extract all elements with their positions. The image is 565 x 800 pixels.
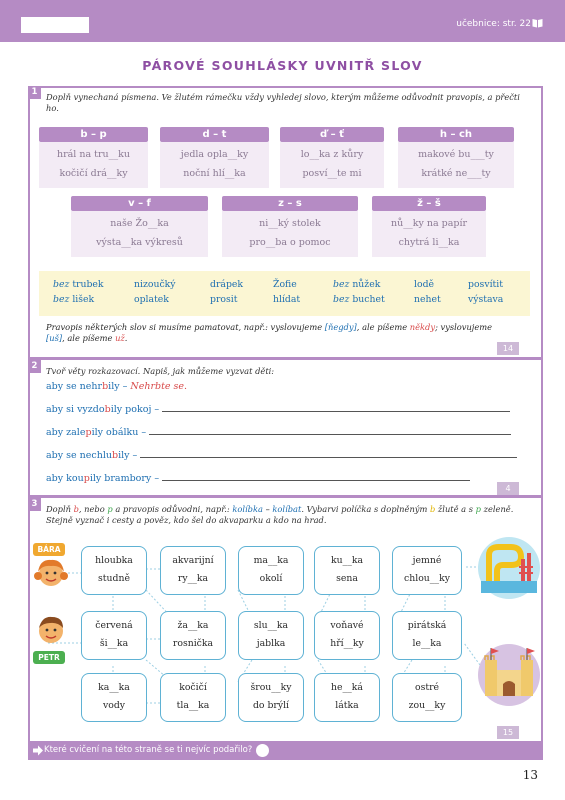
consonant-pair-box	[39, 127, 148, 188]
exercise-number: 1	[28, 86, 41, 99]
word-card[interactable]: slu__ka jablka	[238, 611, 304, 660]
consonant-pair-box	[398, 127, 514, 188]
header-label-box	[21, 17, 89, 33]
hint-word: drápek	[210, 279, 244, 290]
fill-in-word[interactable]: ni__ký stolek	[259, 218, 321, 229]
hint-word: bez buchet	[333, 294, 385, 305]
arrow-right-icon	[33, 745, 43, 756]
textbook-reference: učebnice: str. 22	[456, 19, 531, 29]
word-column	[210, 277, 243, 307]
fill-in-word[interactable]: makové bu___ty	[418, 149, 494, 160]
word-column	[134, 277, 176, 307]
word-card[interactable]: akvarijní ry__ka	[160, 546, 226, 595]
pair-body	[280, 142, 384, 188]
fill-in-word[interactable]: naše Žo__ka	[110, 218, 169, 229]
kid-label-bara: BÁRA	[33, 543, 65, 556]
fill-in-word[interactable]: nů__ky na papír	[390, 218, 468, 229]
example-answer: Nehrbte se.	[130, 381, 188, 392]
answer-line[interactable]	[162, 480, 470, 481]
answer-line[interactable]	[149, 434, 511, 435]
hint-word: bez nůžek	[333, 279, 381, 290]
hint-word: posvítit	[468, 279, 503, 290]
kid-label-petr: PETR	[33, 651, 65, 664]
word-card[interactable]: jemné chlou__ky	[392, 546, 462, 595]
pair-header: z – s	[222, 196, 358, 211]
fill-in-word[interactable]: krátké ne___ty	[421, 168, 491, 179]
word-column	[468, 277, 503, 307]
exercise-instruction: Doplň b, nebo p a pravopis odůvodni, např.: kolíbka – kolíbat. Vybarvi políčka s doplněným b žlutě a s p zeleně. Stejně vyznač i cesty a pověz, kdo šel do akvaparku a kdo na hrad.	[46, 504, 514, 525]
exercise-number: 2	[28, 360, 41, 373]
sentence-row: aby se nechlubily –	[46, 450, 517, 461]
page-title: PÁROVÉ SOUHLÁSKY UVNITŘ SLOV	[142, 58, 423, 73]
pair-body	[71, 211, 208, 257]
points-badge: 4	[497, 482, 519, 495]
hint-word: Žofie	[273, 279, 297, 290]
fill-in-word[interactable]: posví__te mi	[302, 168, 362, 179]
fill-in-word[interactable]: hrál na tru__ku	[56, 149, 131, 160]
fill-in-word[interactable]: pro__ba o pomoc	[249, 237, 331, 248]
section-divider	[28, 495, 543, 498]
word-card[interactable]: ma__ka okolí	[238, 546, 304, 595]
consonant-pair-box	[71, 196, 208, 257]
girl-icon	[34, 556, 68, 592]
sentence-row: aby koupily brambory –	[46, 473, 470, 484]
exercise-instruction: Doplň vynechaná písmena. Ve žlutém rámečku vždy vyhledej slovo, kterým můžeme odůvodnit pravopis, a přečti ho.	[46, 92, 520, 113]
word-card[interactable]: ostré zou__ky	[392, 673, 462, 722]
exercise-instruction: Tvoř věty rozkazovací. Napiš, jak můžeme vyzvat děti:	[46, 366, 275, 376]
spelling-note: Pravopis některých slov si musíme pamatovat, např.: vyslovujeme [ňegdy], ale píšeme někdy; vyslovujeme [uš], ale píšeme už.	[46, 322, 493, 343]
header-bar	[0, 0, 565, 42]
book-icon	[532, 18, 543, 28]
fill-in-word[interactable]: výsta__ka výkresů	[96, 237, 183, 248]
word-column	[273, 277, 300, 307]
fill-in-word[interactable]: lo__ka z kůry	[300, 149, 364, 160]
word-card[interactable]: pirátská le__ka	[392, 611, 462, 660]
word-card[interactable]: šrou__ky do brýlí	[238, 673, 304, 722]
points-badge: 14	[497, 342, 519, 355]
page-number: 13	[522, 768, 538, 782]
pair-body	[160, 142, 269, 188]
pair-header: ž – š	[372, 196, 486, 211]
pair-header: b – p	[39, 127, 148, 142]
answer-line[interactable]	[140, 457, 517, 458]
consonant-pair-box	[160, 127, 269, 188]
sentence-row: aby zalepily obálku –	[46, 427, 511, 438]
word-column	[333, 277, 385, 307]
fill-in-word[interactable]: kočičí drá__ky	[59, 168, 128, 179]
castle-icon	[475, 642, 543, 708]
consonant-pair-box	[372, 196, 486, 257]
fill-in-word[interactable]: jedla opla__ky	[180, 149, 249, 160]
pair-header: ď – ť	[280, 127, 384, 142]
hint-word: oplatek	[134, 294, 169, 305]
word-card[interactable]: he__ká látka	[314, 673, 380, 722]
word-card[interactable]: hloubka studně	[81, 546, 147, 595]
pair-header: d – t	[160, 127, 269, 142]
hint-word: nizoučký	[134, 279, 176, 290]
hint-word: bez trubek	[53, 279, 104, 290]
consonant-pair-box	[222, 196, 358, 257]
hint-word: výstava	[468, 294, 504, 305]
points-badge: 15	[497, 726, 519, 739]
sentence-row: aby si vyzdobily pokoj –	[46, 404, 510, 415]
pair-body	[39, 142, 148, 188]
self-evaluation-bar	[28, 741, 543, 760]
self-evaluation-question: Které cvičení na této straně se ti nejvíc podařilo?	[44, 745, 253, 755]
word-column	[414, 277, 441, 307]
answer-circle[interactable]	[256, 744, 269, 757]
word-card[interactable]: voňavé hří__ky	[314, 611, 380, 660]
answer-line[interactable]	[162, 411, 510, 412]
word-card[interactable]: ka__ka vody	[81, 673, 147, 722]
word-card[interactable]: ža__ka rosnička	[160, 611, 226, 660]
pair-body	[222, 211, 358, 257]
consonant-pair-box	[280, 127, 384, 188]
section-divider	[28, 357, 543, 360]
word-card[interactable]: ku__ka sena	[314, 546, 380, 595]
boy-icon	[34, 612, 68, 648]
fill-in-word[interactable]: noční hlí__ka	[183, 168, 246, 179]
hint-word: prosit	[210, 294, 238, 305]
word-column	[53, 277, 104, 307]
pair-header: v – f	[71, 196, 208, 211]
hint-word: nehet	[414, 294, 441, 305]
aquapark-icon	[475, 535, 543, 601]
hint-word: hlídat	[273, 294, 301, 305]
pair-body	[398, 142, 514, 188]
exercise-number: 3	[28, 498, 41, 511]
sentence-row: aby se nehrbily – Nehrbte se.	[46, 381, 188, 392]
fill-in-word[interactable]: chytrá li__ka	[398, 237, 460, 248]
word-card[interactable]: kočičí tla__ka	[160, 673, 226, 722]
hint-word: lodě	[414, 279, 435, 290]
word-card[interactable]: červená ši__ka	[81, 611, 147, 660]
hint-word: bez lišek	[53, 294, 95, 305]
pair-body	[372, 211, 486, 257]
pair-header: h – ch	[398, 127, 514, 142]
